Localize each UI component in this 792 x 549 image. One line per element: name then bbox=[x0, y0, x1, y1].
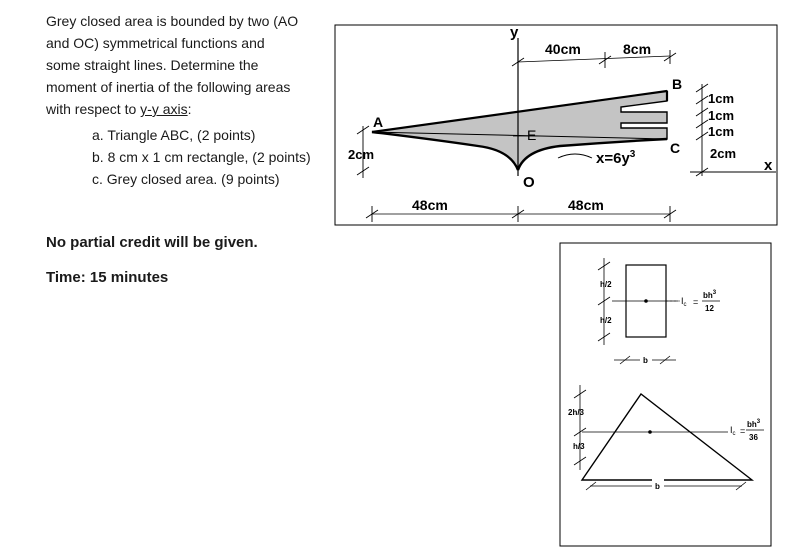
dim-40cm: 40cm bbox=[545, 41, 581, 57]
time-limit: Time: 15 minutes bbox=[46, 269, 169, 286]
label-b: B bbox=[672, 76, 683, 92]
problem-line-suffix: : bbox=[187, 101, 192, 117]
task-item-c: c. Grey closed area. (9 points) bbox=[92, 171, 280, 187]
problem-line: some straight lines. Determine the bbox=[46, 57, 259, 73]
label-e: E bbox=[527, 127, 537, 143]
tri-formula-ic: $I_c$ bbox=[730, 425, 736, 437]
equation-pointer bbox=[558, 154, 592, 158]
dim-48cm-left: 48cm bbox=[412, 197, 448, 213]
axis-reference: y-y axis bbox=[140, 101, 188, 117]
rect-b: b bbox=[643, 356, 648, 365]
rect-h2-bot: h/2 bbox=[600, 316, 612, 325]
problem-line: Grey closed area is bounded by two (AO bbox=[46, 13, 299, 29]
x-axis-label: x bbox=[764, 157, 773, 174]
tri-2h3: 2h/3 bbox=[568, 408, 585, 417]
rect-centroid bbox=[644, 299, 648, 303]
problem-line-prefix: with respect to bbox=[46, 101, 141, 117]
ticks-right bbox=[696, 84, 708, 176]
partial-credit-note: No partial credit will be given. bbox=[46, 234, 258, 251]
dim-1cm-c: 1cm bbox=[708, 124, 735, 139]
task-item-a: a. Triangle ABC, (2 points) bbox=[92, 127, 256, 143]
tri-formula-den: 36 bbox=[749, 433, 758, 442]
dim-1cm-a: 1cm bbox=[708, 91, 735, 106]
rect-height-ticks bbox=[598, 258, 610, 345]
dim-2cm-right: 2cm bbox=[710, 146, 737, 161]
problem-line: moment of inertia of the following areas bbox=[46, 79, 291, 95]
task-item-b: b. 8 cm x 1 cm rectangle, (2 points) bbox=[92, 149, 311, 165]
rect-formula-den: 12 bbox=[705, 304, 714, 313]
curve-equation: $x=6y^3$ bbox=[596, 149, 636, 167]
rect-formula-eq: = bbox=[693, 297, 699, 307]
dim-8cm: 8cm bbox=[623, 41, 652, 57]
tri-height-ticks bbox=[574, 385, 586, 470]
label-o: O bbox=[523, 174, 535, 191]
rect-h2-top: h/2 bbox=[600, 280, 612, 289]
tri-h3: h/3 bbox=[573, 442, 585, 451]
reference-triangle bbox=[582, 394, 752, 480]
tri-centroid bbox=[648, 430, 652, 434]
dim-48cm-right: 48cm bbox=[568, 197, 604, 213]
label-a: A bbox=[373, 114, 384, 130]
tri-base-ticks bbox=[586, 482, 746, 490]
ticks-top bbox=[512, 50, 676, 70]
tri-formula-num: $bh^3$ bbox=[747, 419, 761, 429]
y-axis-label: y bbox=[510, 24, 519, 41]
tri-formula-eq: = bbox=[740, 426, 746, 436]
problem-line: and OC) symmetrical functions and bbox=[46, 35, 265, 51]
dim-1cm-b: 1cm bbox=[708, 108, 735, 123]
tri-b: b bbox=[655, 482, 660, 491]
label-c: C bbox=[670, 140, 681, 156]
rect-formula-ic: $I_c$ bbox=[681, 296, 687, 308]
rect-formula-num: $bh^3$ bbox=[703, 290, 717, 300]
dim-2cm-left: 2cm bbox=[348, 147, 375, 162]
